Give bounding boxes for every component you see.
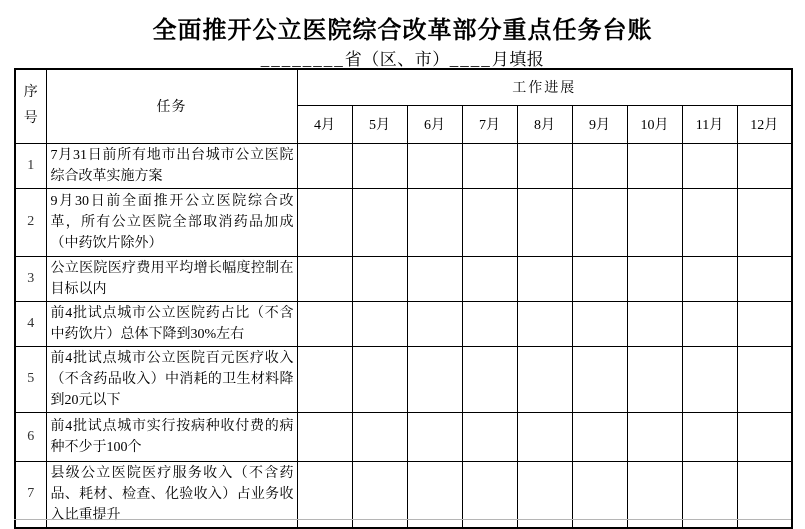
column-header-month-10: 10月 — [627, 105, 682, 143]
progress-cell[interactable] — [352, 143, 407, 188]
progress-cell[interactable] — [462, 346, 517, 412]
progress-cell[interactable] — [737, 346, 792, 412]
progress-cell[interactable] — [297, 346, 352, 412]
progress-cell[interactable] — [517, 143, 572, 188]
progress-cell[interactable] — [627, 143, 682, 188]
progress-cell[interactable] — [407, 143, 462, 188]
progress-cell[interactable] — [297, 461, 352, 528]
task-cell: 公立医院医疗费用平均增长幅度控制在目标以内 — [46, 256, 297, 301]
progress-cell[interactable] — [682, 461, 737, 528]
progress-cell[interactable] — [737, 412, 792, 461]
province-label: 省（区、市） — [344, 50, 450, 69]
progress-cell[interactable] — [572, 143, 627, 188]
progress-cell[interactable] — [352, 188, 407, 256]
table-row — [15, 346, 792, 412]
month-label: 月填报 — [491, 50, 545, 69]
task-cell: 7月31日前所有地市出台城市公立医院综合改革实施方案 — [46, 143, 297, 188]
progress-cell[interactable] — [572, 412, 627, 461]
progress-cell[interactable] — [627, 256, 682, 301]
progress-cell[interactable] — [682, 412, 737, 461]
column-header-month-11: 11月 — [682, 105, 737, 143]
column-header-seq: 序号 — [15, 69, 46, 143]
progress-cell[interactable] — [682, 301, 737, 346]
progress-cell[interactable] — [572, 346, 627, 412]
column-header-month-7: 7月 — [462, 105, 517, 143]
table-row — [15, 256, 792, 301]
progress-cell[interactable] — [737, 143, 792, 188]
progress-cell[interactable] — [517, 301, 572, 346]
progress-cell[interactable] — [572, 461, 627, 528]
progress-cell[interactable] — [517, 461, 572, 528]
column-header-progress: 工作进展 — [297, 69, 792, 105]
progress-cell[interactable] — [517, 256, 572, 301]
table-row — [15, 143, 792, 188]
progress-cell[interactable] — [407, 346, 462, 412]
progress-cell[interactable] — [407, 188, 462, 256]
progress-cell[interactable] — [627, 346, 682, 412]
progress-cell[interactable] — [462, 301, 517, 346]
progress-cell[interactable] — [627, 188, 682, 256]
task-cell: 前4批试点城市公立医院百元医疗收入（不含药品收入）中消耗的卫生材料降到20元以下 — [46, 346, 297, 412]
seq-cell: 7 — [15, 461, 46, 528]
progress-cell[interactable] — [737, 256, 792, 301]
progress-cell[interactable] — [737, 188, 792, 256]
task-cell: 前4批试点城市实行按病种收付费的病种不少于100个 — [46, 412, 297, 461]
progress-cell[interactable] — [352, 256, 407, 301]
progress-cell[interactable] — [627, 412, 682, 461]
progress-cell[interactable] — [297, 412, 352, 461]
page-break-line — [14, 519, 791, 520]
seq-cell: 1 — [15, 143, 46, 188]
progress-cell[interactable] — [352, 346, 407, 412]
progress-cell[interactable] — [297, 143, 352, 188]
progress-cell[interactable] — [352, 412, 407, 461]
progress-cell[interactable] — [737, 461, 792, 528]
progress-cell[interactable] — [407, 301, 462, 346]
page-title: 全面推开公立医院综合改革部分重点任务台账 — [152, 18, 653, 44]
page-subtitle — [0, 45, 805, 70]
progress-cell[interactable] — [517, 346, 572, 412]
task-cell: 县级公立医院医疗服务收入（不含药品、耗材、检查、化验收入）占业务收入比重提升 — [46, 461, 297, 528]
progress-cell[interactable] — [517, 412, 572, 461]
seq-cell: 2 — [15, 188, 46, 256]
progress-cell[interactable] — [407, 461, 462, 528]
progress-cell[interactable] — [572, 301, 627, 346]
progress-cell[interactable] — [682, 143, 737, 188]
column-header-month-12: 12月 — [737, 105, 792, 143]
column-header-month-9: 9月 — [572, 105, 627, 143]
progress-cell[interactable] — [407, 256, 462, 301]
progress-cell[interactable] — [297, 256, 352, 301]
progress-cell[interactable] — [627, 461, 682, 528]
progress-cell[interactable] — [297, 188, 352, 256]
progress-cell[interactable] — [462, 412, 517, 461]
progress-cell[interactable] — [572, 256, 627, 301]
progress-cell[interactable] — [682, 188, 737, 256]
progress-cell[interactable] — [407, 412, 462, 461]
progress-cell[interactable] — [682, 346, 737, 412]
task-cell: 9月30日前全面推开公立医院综合改革，所有公立医院全部取消药品加成（中药饮片除外） — [46, 188, 297, 256]
column-header-month-8: 8月 — [517, 105, 572, 143]
province-blank-field[interactable]: ________ — [260, 50, 345, 69]
progress-cell[interactable] — [517, 188, 572, 256]
progress-cell[interactable] — [462, 188, 517, 256]
seq-cell: 3 — [15, 256, 46, 301]
table-row — [15, 412, 792, 461]
progress-cell[interactable] — [462, 256, 517, 301]
column-header-month-6: 6月 — [407, 105, 462, 143]
table-row — [15, 188, 792, 256]
progress-cell[interactable] — [352, 301, 407, 346]
progress-cell[interactable] — [462, 143, 517, 188]
progress-cell[interactable] — [297, 301, 352, 346]
column-header-task: 任务 — [46, 69, 297, 143]
table-row — [15, 301, 792, 346]
column-header-month-5: 5月 — [352, 105, 407, 143]
progress-cell[interactable] — [627, 301, 682, 346]
month-blank-field[interactable]: ____ — [449, 50, 492, 69]
seq-cell: 6 — [15, 412, 46, 461]
task-cell: 前4批试点城市公立医院药占比（不含中药饮片）总体下降到30%左右 — [46, 301, 297, 346]
progress-cell[interactable] — [737, 301, 792, 346]
table-row — [15, 461, 792, 528]
progress-cell[interactable] — [572, 188, 627, 256]
progress-cell[interactable] — [462, 461, 517, 528]
column-header-month-4: 4月 — [297, 105, 352, 143]
seq-cell: 4 — [15, 301, 46, 346]
progress-cell[interactable] — [682, 256, 737, 301]
task-ledger-table — [14, 68, 793, 529]
progress-cell[interactable] — [352, 461, 407, 528]
seq-cell: 5 — [15, 346, 46, 412]
